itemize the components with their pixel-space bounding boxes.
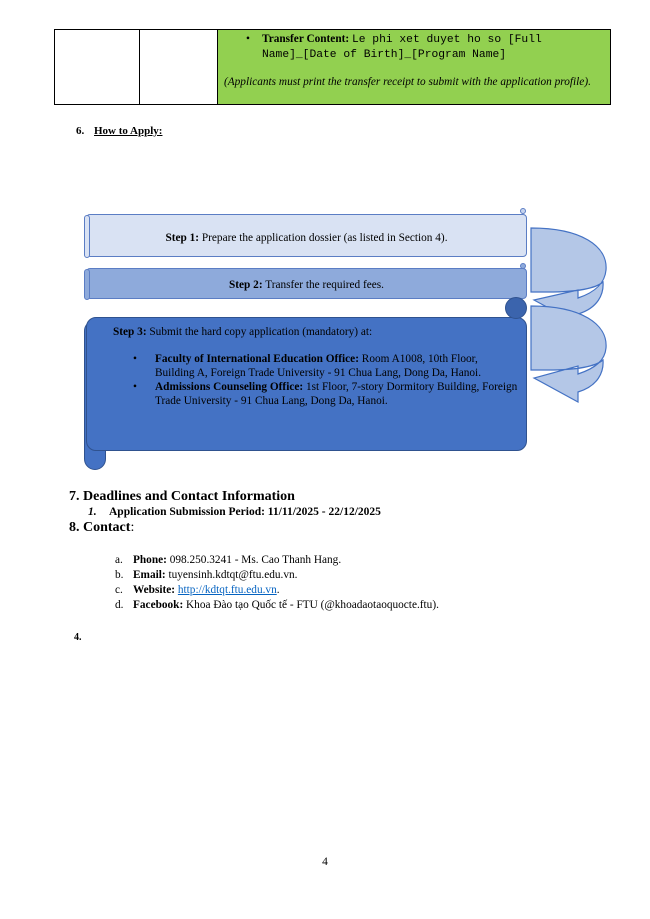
transfer-note: (Applicants must print the transfer receipt to submit with the application profile). <box>224 76 591 88</box>
submission-period-number: 1. <box>88 506 97 518</box>
contact-website <box>115 583 439 598</box>
list-letter: b. <box>115 569 124 581</box>
scroll-roll-top <box>520 208 526 214</box>
bullet-text: 1st Floor, 7-story Dormitory Building, Foreign Trade University - 91 Chua Lang, Dong Da, Hanoi. <box>155 381 518 407</box>
step-1-text <box>86 231 527 245</box>
step-1-label: Step 1: <box>165 232 200 244</box>
fee-table <box>54 29 611 105</box>
contact-facebook <box>115 598 439 613</box>
section-6-heading <box>76 125 162 137</box>
step-3-label: Step 3: <box>113 326 147 338</box>
step-3-intro <box>113 325 518 339</box>
contact-label: Website: <box>133 584 176 596</box>
website-link[interactable]: http://kdtqt.ftu.edu.vn <box>177 584 277 596</box>
scroll-roll-top <box>520 263 526 269</box>
step-3-bullet <box>113 352 518 380</box>
step-flow-arrows <box>526 222 610 462</box>
contact-value: 098.250.3241 - Ms. Cao Thanh Hang. <box>166 554 342 566</box>
contact-value: tuyensinh.kdtqt@ftu.edu.vn. <box>165 569 298 581</box>
bullet-icon: • <box>246 33 250 45</box>
section-8-colon: : <box>130 520 135 535</box>
scroll-roll-top <box>505 297 527 319</box>
contact-phone <box>115 553 439 568</box>
bullet-label: Admissions Counseling Office: <box>155 381 304 393</box>
bullet-icon: • <box>133 353 137 365</box>
bullet-icon: • <box>133 381 137 393</box>
trailing-list-number: 4. <box>74 632 82 643</box>
curved-arrow-icon <box>531 306 606 402</box>
submission-period-text: Application Submission Period: 11/11/2025 - 22/12/2025 <box>109 506 381 518</box>
step-2-desc: Transfer the required fees. <box>262 279 384 291</box>
transfer-content-value: Le phi xet duyet ho so [Full Name]_[Date of Birth]_[Program Name] <box>262 34 542 61</box>
bullet-label: Faculty of International Education Office: <box>155 353 359 365</box>
section-6-number: 6. <box>76 125 85 137</box>
step-3-desc: Submit the hard copy application (mandatory) at: <box>146 326 373 338</box>
section-6-title: How to Apply: <box>94 125 163 137</box>
step-2-label: Step 2: <box>229 279 263 291</box>
list-letter: c. <box>115 584 123 596</box>
table-cell-empty-2 <box>140 30 218 104</box>
step-3-bullet <box>113 380 518 408</box>
step-2-text <box>86 278 527 292</box>
contact-label: Email: <box>133 569 166 581</box>
transfer-content-label: Transfer Content: <box>262 33 350 45</box>
section-8-heading <box>69 520 134 536</box>
step-1-desc: Prepare the application dossier (as listed in Section 4). <box>199 232 448 244</box>
section-7-heading: 7. Deadlines and Contact Information <box>69 489 295 504</box>
list-letter: a. <box>115 554 123 566</box>
contact-label: Phone: <box>133 554 167 566</box>
bullet-text: Room A1008, 10th Floor, Building A, Foreign Trade University - 91 Chua Lang, Dong Da, Hanoi. <box>155 353 482 379</box>
page-number: 4 <box>322 856 328 868</box>
transfer-content-item <box>224 32 604 62</box>
section-8-title: 8. Contact <box>69 520 131 535</box>
table-cell-transfer <box>218 30 610 104</box>
submission-period <box>88 506 381 518</box>
table-cell-empty-1 <box>55 30 140 104</box>
contact-value: Khoa Đào tạo Quốc tế - FTU (@khoadaotaoquocte.ftu). <box>183 599 439 611</box>
list-letter: d. <box>115 599 124 611</box>
contact-label: Facebook: <box>133 599 184 611</box>
contact-email <box>115 568 439 583</box>
contact-value: . <box>276 584 280 596</box>
step-3-text <box>113 325 518 408</box>
contact-list <box>115 553 439 613</box>
